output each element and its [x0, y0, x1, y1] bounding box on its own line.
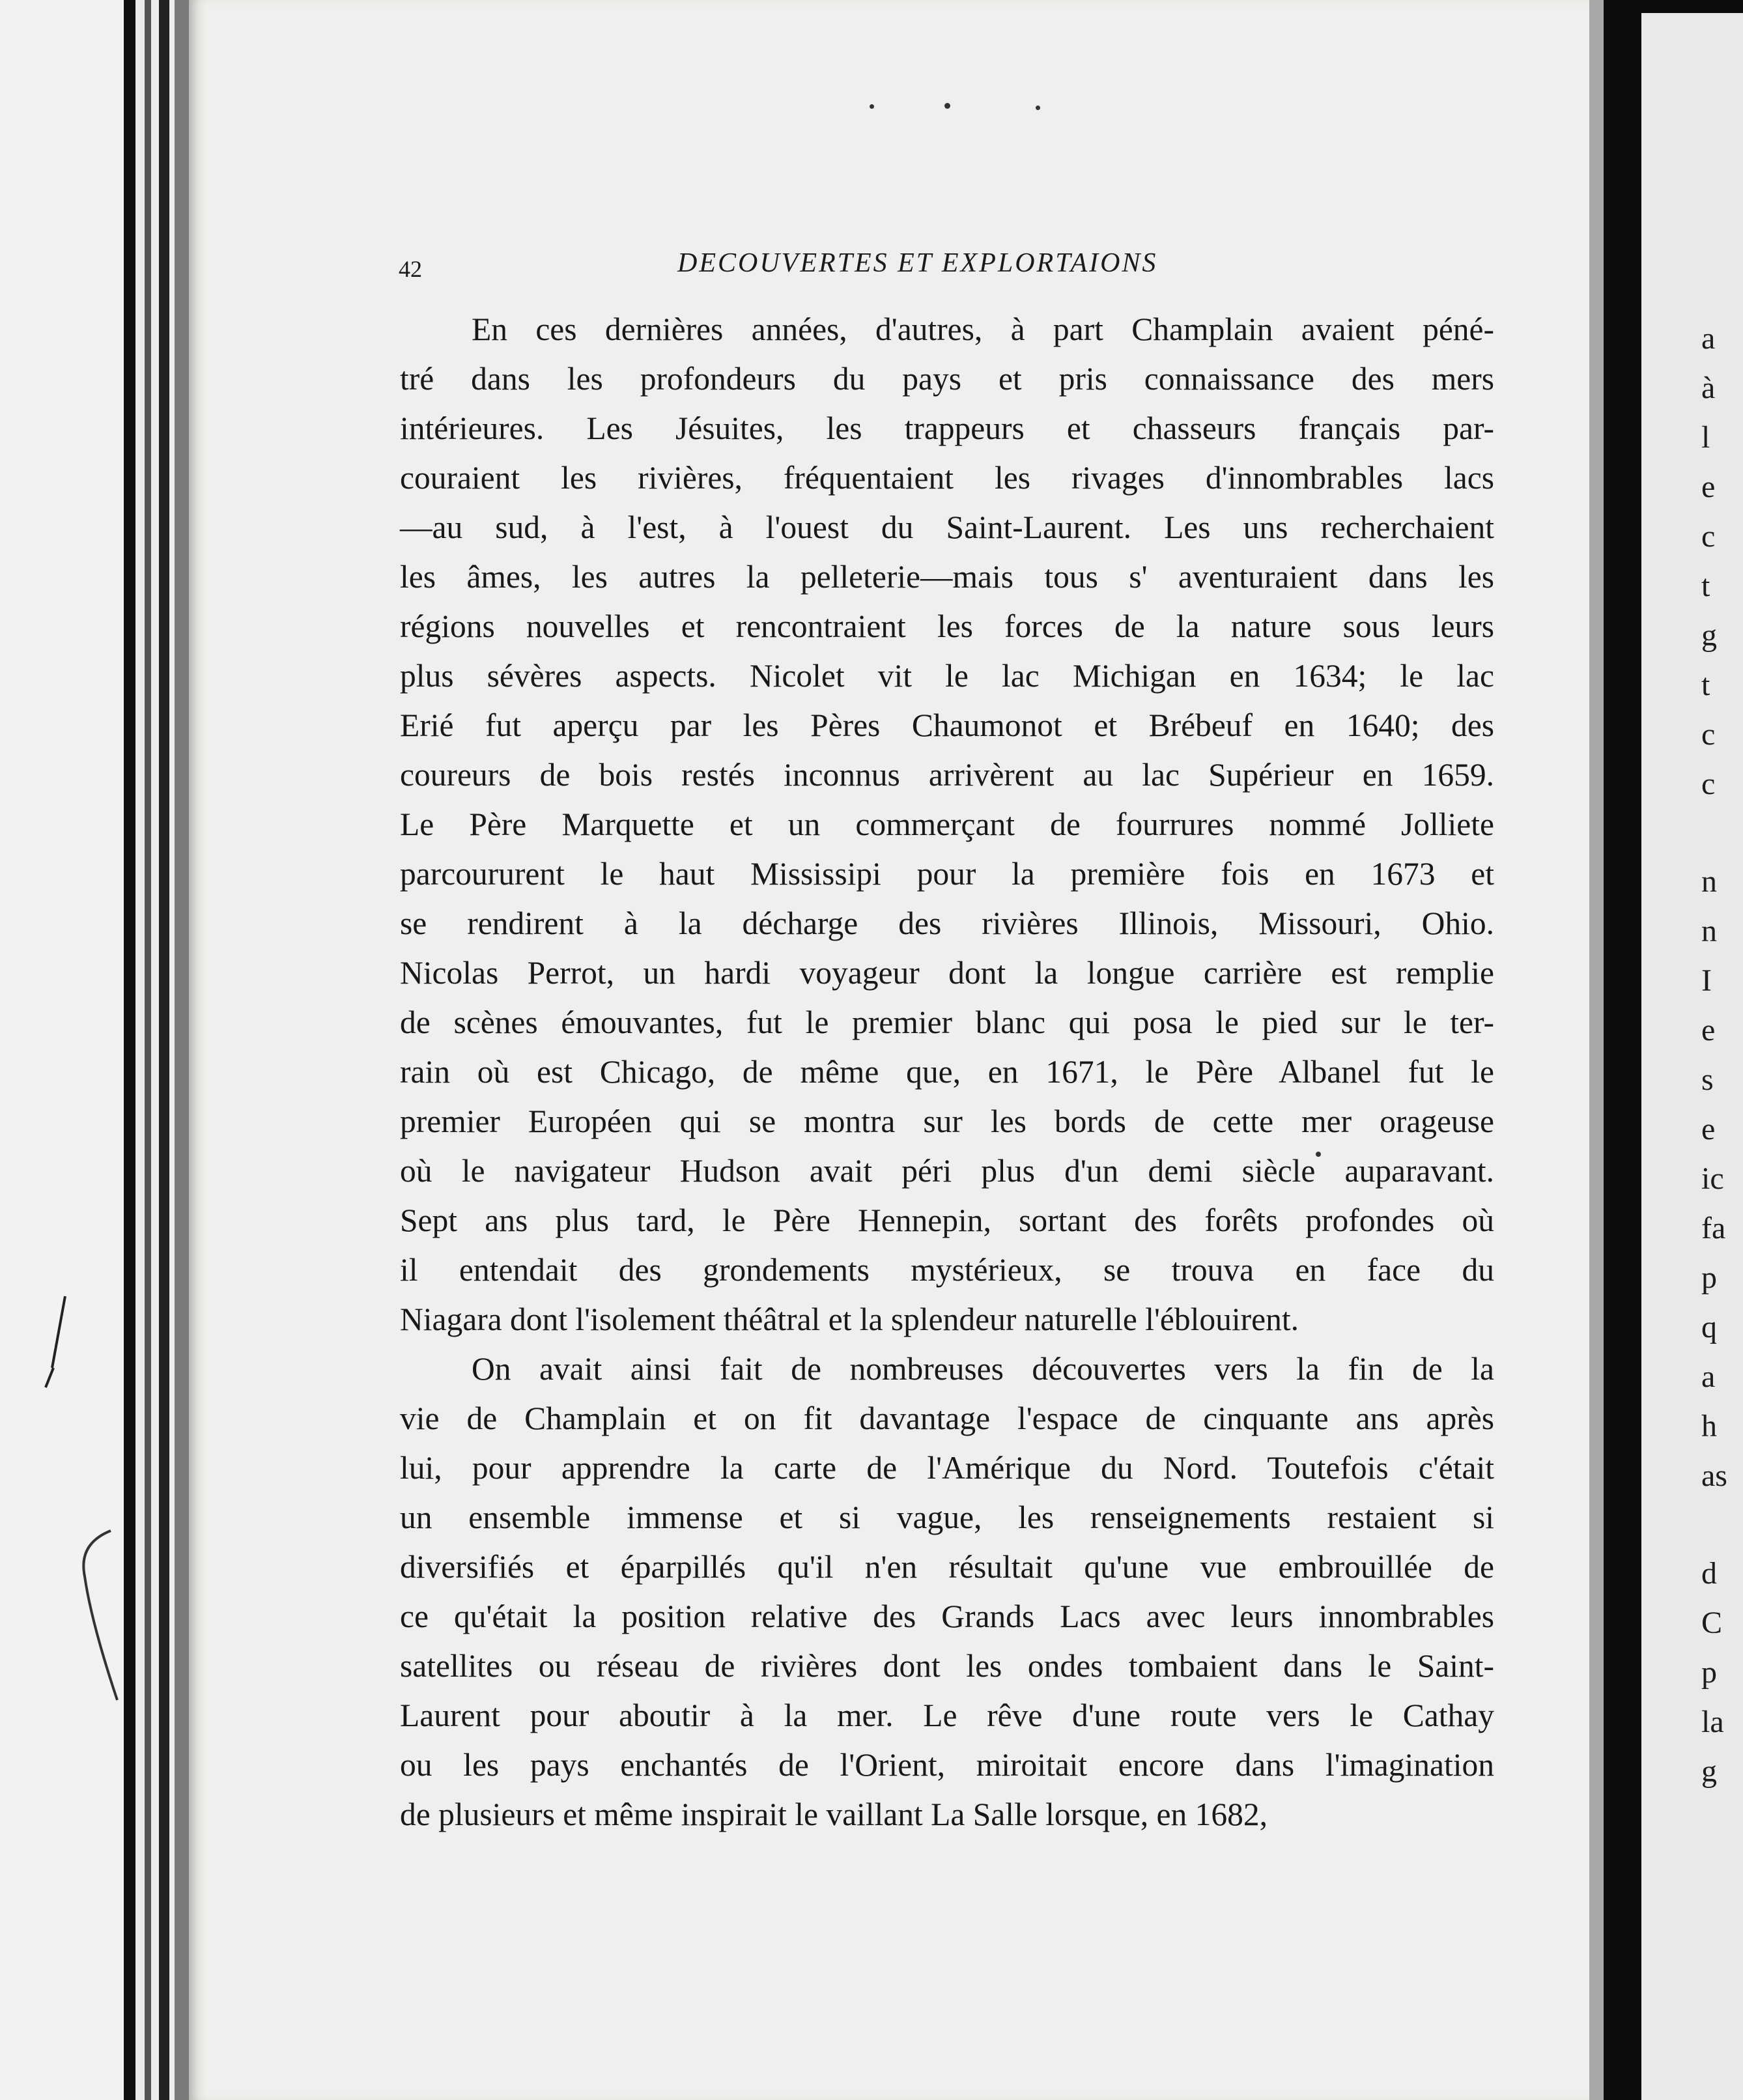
binding-stripe [145, 0, 151, 2100]
text-line: Erié fut aperçu par les Pères Chaumonot et Brébeuf en 1640; des [400, 707, 1494, 743]
binding-stripe [124, 0, 135, 2100]
text-line: parcoururent le haut Mississipi pour la première fois en 1673 et [400, 856, 1494, 892]
text-line: régions nouvelles et rencontraient les forces de la nature sous leurs [400, 608, 1494, 644]
next-page-fragment: n [1701, 914, 1717, 948]
text-line: couraient les rivières, fréquentaient les rivages d'innombrables lacs [400, 460, 1494, 496]
text-line: un ensemble immense et si vague, les renseignements restaient si [400, 1499, 1494, 1535]
page-header [0, 248, 1743, 300]
next-page-fragment: a [1701, 321, 1716, 356]
speck [870, 104, 874, 109]
next-page-fragment: d [1701, 1556, 1717, 1591]
paragraph [400, 305, 1494, 1344]
next-page-fragment: la [1701, 1705, 1724, 1739]
text-line: où le navigateur Hudson avait péri plus d'un demi siècle auparavant. [400, 1153, 1494, 1189]
next-page-fragment: q [1701, 1310, 1717, 1344]
next-page-fragment: e [1701, 1112, 1716, 1146]
body-text [400, 305, 1494, 1839]
next-page-fragment: l [1701, 420, 1710, 455]
margin-scratch-mark [65, 1518, 124, 1713]
text-line: intérieures. Les Jésuites, les trappeurs et chasseurs français par- [400, 410, 1494, 446]
left-page-edges [0, 0, 124, 2100]
next-page-fragment: h [1701, 1409, 1717, 1443]
next-page-fragment: à [1701, 371, 1716, 405]
page-number: 42 [399, 256, 422, 282]
text-line: Niagara dont l'isolement théâtral et la splendeur naturelle l'éblouirent. [400, 1301, 1299, 1337]
text-line: de scènes émouvantes, fut le premier blanc qui posa le pied sur le ter- [400, 1004, 1494, 1040]
text-line: Nicolas Perrot, un hardi voyageur dont la longue carrière est remplie [400, 955, 1494, 991]
next-page-fragment: e [1701, 1013, 1716, 1047]
text-line: satellites ou réseau de rivières dont les ondes tombaient dans le Saint- [400, 1648, 1494, 1684]
next-page-fragment: c [1701, 767, 1716, 801]
text-line: Le Père Marquette et un commerçant de fourrures nommé Jolliete [400, 806, 1494, 842]
text-line: coureurs de bois restés inconnus arrivèrent au lac Supérieur en 1659. [400, 757, 1494, 793]
binding-stripe [175, 0, 189, 2100]
paragraph [400, 1344, 1494, 1839]
next-page-fragment: fa [1701, 1211, 1726, 1245]
text-line: ce qu'était la position relative des Grands Lacs avec leurs innombrables [400, 1598, 1494, 1634]
text-line: il entendait des grondements mystérieux, se trouva en face du [400, 1252, 1494, 1288]
next-page-fragment: I [1701, 963, 1712, 998]
margin-scratch-mark [39, 1290, 91, 1394]
next-page-margin [1641, 13, 1743, 2100]
next-page-fragment: c [1701, 717, 1716, 752]
binding-stripe [159, 0, 169, 2100]
next-page-fragment: e [1701, 470, 1716, 504]
text-line: vie de Champlain et on fit davantage l'espace de cinquante ans après [400, 1400, 1494, 1436]
running-title: DECOUVERTES ET EXPLORTAIONS [677, 248, 1158, 278]
right-page-edge [1589, 0, 1604, 2100]
text-line: tré dans les profondeurs du pays et pris connaissance des mers [400, 361, 1494, 397]
next-page-fragment: c [1701, 519, 1716, 554]
next-page-fragment: t [1701, 569, 1710, 603]
text-line: se rendirent à la décharge des rivières Illinois, Missouri, Ohio. [400, 905, 1494, 941]
text-line: En ces dernières années, d'autres, à part Champlain avaient péné- [472, 311, 1494, 347]
speck [1036, 106, 1040, 110]
next-page-fragment: t [1701, 668, 1710, 702]
text-line: Laurent pour aboutir à la mer. Le rêve d'une route vers le Cathay [400, 1697, 1494, 1733]
text-line: les âmes, les autres la pelleterie—mais tous s' aventuraient dans les [400, 559, 1494, 595]
text-line: rain où est Chicago, de même que, en 1671, le Père Albanel fut le [400, 1054, 1494, 1090]
next-page-fragment: ic [1701, 1161, 1724, 1196]
text-line: Sept ans plus tard, le Père Hennepin, sortant des forêts profondes où [400, 1202, 1494, 1238]
next-page-fragment: p [1701, 1655, 1717, 1690]
text-line: ou les pays enchantés de l'Orient, miroitait encore dans l'imagination [400, 1747, 1494, 1783]
text-line: —au sud, à l'est, à l'ouest du Saint-Laurent. Les uns recherchaient [400, 509, 1494, 545]
next-page-fragment: C [1701, 1606, 1723, 1640]
next-page-fragment: as [1701, 1458, 1727, 1493]
text-line: premier Européen qui se montra sur les bords de cette mer orageuse [400, 1103, 1494, 1139]
next-page-fragment: a [1701, 1359, 1716, 1394]
next-page-fragment: p [1701, 1260, 1717, 1295]
text-line: de plusieurs et même inspirait le vaillant La Salle lorsque, en 1682, [400, 1796, 1268, 1832]
text-line: diversifiés et éparpillés qu'il n'en résultait qu'une vue embrouillée de [400, 1549, 1494, 1585]
next-page-fragment: g [1701, 1754, 1717, 1789]
next-page-fragment: g [1701, 618, 1717, 653]
next-page-fragment: s [1701, 1062, 1714, 1097]
text-line: On avait ainsi fait de nombreuses découvertes vers la fin de la [472, 1351, 1494, 1387]
text-line: plus sévères aspects. Nicolet vit le lac Michigan en 1634; le lac [400, 658, 1494, 694]
next-page-fragment: n [1701, 864, 1717, 899]
text-line: lui, pour apprendre la carte de l'Amérique du Nord. Toutefois c'était [400, 1450, 1494, 1486]
speck [944, 103, 950, 109]
